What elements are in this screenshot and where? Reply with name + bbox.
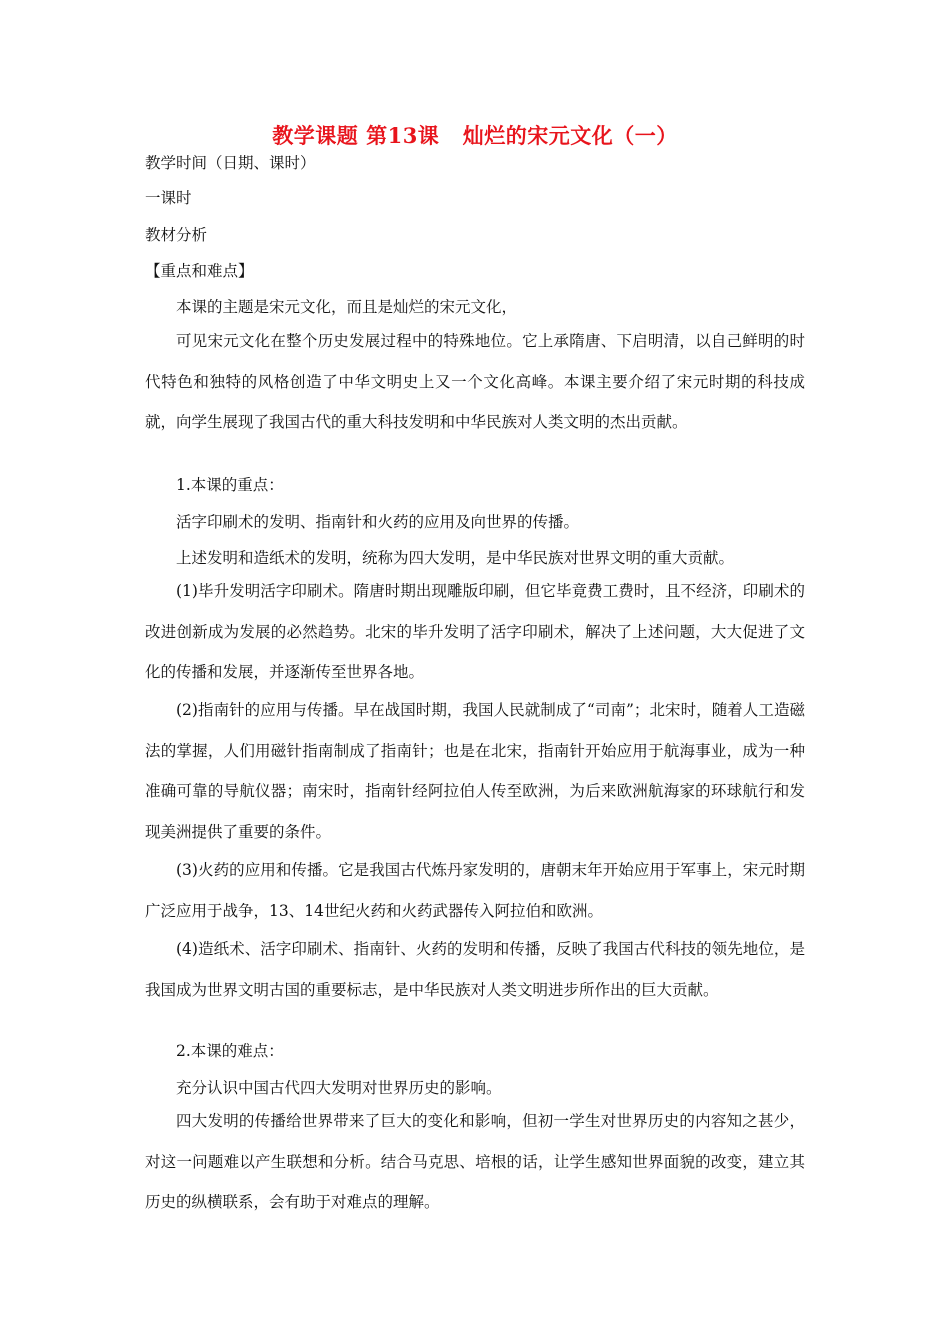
teaching-time-label: 教学时间（日期、课时） bbox=[145, 154, 316, 172]
lesson-title: 教学课题 第13课 灿烂的宋元文化（一） bbox=[272, 123, 678, 148]
difficulty-paragraph: 四大发明的传播给世界带来了巨大的变化和影响，但初一学生对世界历史的内容知之甚少，对这一问题难以产生联想和分析。结合马克思、培根的话，让学生感知世界面貌的改变，建立其历史的纵横联系，会有助于对难点的理解。 bbox=[145, 1112, 805, 1212]
material-analysis-label: 教材分析 bbox=[145, 226, 208, 244]
intro-line: 本课的主题是宋元文化，而且是灿烂的宋元文化， bbox=[176, 298, 518, 316]
class-period: 一课时 bbox=[145, 189, 192, 207]
key-point-item-1: (1)毕升发明活字印刷术。隋唐时期出现雕版印刷，但它毕竟费工费时，且不经济，印刷术的改进创新成为发展的必然趋势。北宋的毕升发明了活字印刷术，解决了上述问题，大大促进了文化的传播和发展，并逐渐传至世界各地。 bbox=[145, 582, 805, 682]
key-point-item-3: (3)火药的应用和传播。它是我国古代炼丹家发明的，唐朝末年开始应用于军事上，宋元时期广泛应用于战争，13、14世纪火药和火药武器传入阿拉伯和欧洲。 bbox=[145, 861, 805, 920]
key-point-item-4: (4)造纸术、活字印刷术、指南针、火药的发明和传播，反映了我国古代科技的领先地位，是我国成为世界文明古国的重要标志，是中华民族对人类文明进步所作出的巨大贡献。 bbox=[145, 940, 805, 999]
difficulty-heading: 2.本课的难点： bbox=[176, 1042, 284, 1060]
difficulty-line-1: 充分认识中国古代四大发明对世界历史的影响。 bbox=[176, 1079, 502, 1097]
key-point-line-2: 上述发明和造纸术的发明，统称为四大发明，是中华民族对世界文明的重大贡献。 bbox=[176, 549, 735, 567]
key-point-line-1: 活字印刷术的发明、指南针和火药的应用及向世界的传播。 bbox=[176, 513, 580, 531]
key-point-item-2: (2)指南针的应用与传播。早在战国时期，我国人民就制成了“司南”；北宋时，随着人工造磁法的掌握，人们用磁针指南制成了指南针；也是在北宋，指南针开始应用于航海事业，成为一种准确可靠的导航仪器；南宋时，指南针经阿拉伯人传至欧洲，为后来欧洲航海家的环球航行和发现美洲提供了重要的条件。 bbox=[145, 701, 805, 841]
intro-paragraph: 可见宋元文化在整个历史发展过程中的特殊地位。它上承隋唐、下启明清，以自己鲜明的时代特色和独特的风格创造了中华文明史上又一个文化高峰。本课主要介绍了宋元时期的科技成就，向学生展现了我国古代的重大科技发明和中华民族对人类文明的杰出贡献。 bbox=[145, 332, 805, 432]
focus-difficulty-heading: 【重点和难点】 bbox=[145, 262, 254, 280]
key-points-heading: 1.本课的重点： bbox=[176, 476, 284, 494]
